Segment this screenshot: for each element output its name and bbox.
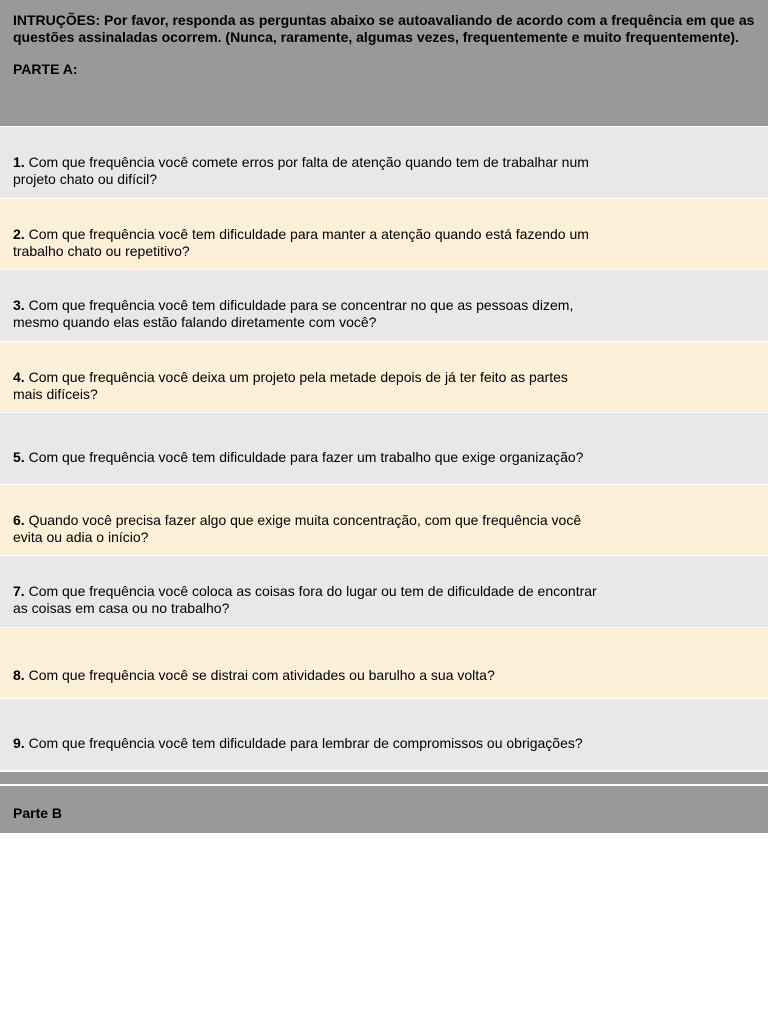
question-row-7: [0, 556, 768, 628]
question-body: Com que frequência você tem dificuldade para se concentrar no que as pessoas dizem, mesmo quando elas estão falando diretamente com você?: [13, 297, 574, 331]
part-b-title: Parte B: [13, 804, 63, 821]
question-row-6: [0, 485, 768, 557]
question-row-5: [0, 413, 768, 485]
question-text: [13, 565, 598, 617]
question-text: [13, 641, 495, 684]
question-number: 9.: [13, 734, 25, 751]
part-b-header: [0, 786, 768, 833]
question-row-2: [0, 199, 768, 271]
part-a-title: PARTE A:: [13, 61, 78, 77]
question-number: 8.: [13, 667, 25, 684]
instructions-text: INTRUÇÕES: Por favor, responda as perguntas abaixo se autoavaliando de acordo com a frequência em que as questões assinaladas ocorrem. (Nunca, raramente, algumas vezes, frequentemente e muito frequentemente).: [13, 12, 755, 45]
question-number: 3.: [13, 297, 25, 314]
question-body: Quando você precisa fazer algo que exige muita concentração, com que frequência você evita ou adia o início?: [13, 511, 582, 545]
question-text: [13, 494, 598, 546]
question-number: 1.: [13, 154, 25, 171]
section-divider: [0, 772, 768, 784]
question-row-1: [0, 127, 768, 199]
question-body: Com que frequência você tem dificuldade para lembrar de compromissos ou obrigações?: [24, 734, 583, 751]
question-text: [13, 279, 598, 331]
question-number: 4.: [13, 368, 25, 385]
question-body: Com que frequência você comete erros por falta de atenção quando tem de trabalhar num projeto chato ou difícil?: [13, 154, 589, 188]
question-number: 6.: [13, 511, 25, 528]
question-body: Com que frequência você coloca as coisas fora do lugar ou tem de dificuldade de encontrar as coisas em casa ou no trabalho?: [13, 583, 597, 617]
question-body: Com que frequência você tem dificuldade para manter a atenção quando está fazendo um trabalho chato ou repetitivo?: [13, 225, 589, 259]
question-text: [13, 351, 598, 403]
question-list: [0, 127, 768, 771]
question-text: [13, 431, 583, 466]
question-row-9: [0, 699, 768, 771]
question-body: Com que frequência você deixa um projeto pela metade depois de já ter feito as partes mais difíceis?: [13, 368, 568, 402]
question-number: 5.: [13, 448, 25, 465]
question-row-8: [0, 628, 768, 700]
question-text: [13, 208, 598, 260]
question-row-3: [0, 270, 768, 342]
question-body: Com que frequência você se distrai com atividades ou barulho a sua volta?: [24, 667, 495, 684]
question-row-4: [0, 342, 768, 414]
question-number: 2.: [13, 225, 25, 242]
question-text: [13, 717, 583, 752]
question-text: [13, 136, 598, 188]
question-number: 7.: [13, 583, 25, 600]
instructions-header: [0, 0, 768, 126]
question-body: Com que frequência você tem dificuldade para fazer um trabalho que exige organização?: [24, 448, 584, 465]
